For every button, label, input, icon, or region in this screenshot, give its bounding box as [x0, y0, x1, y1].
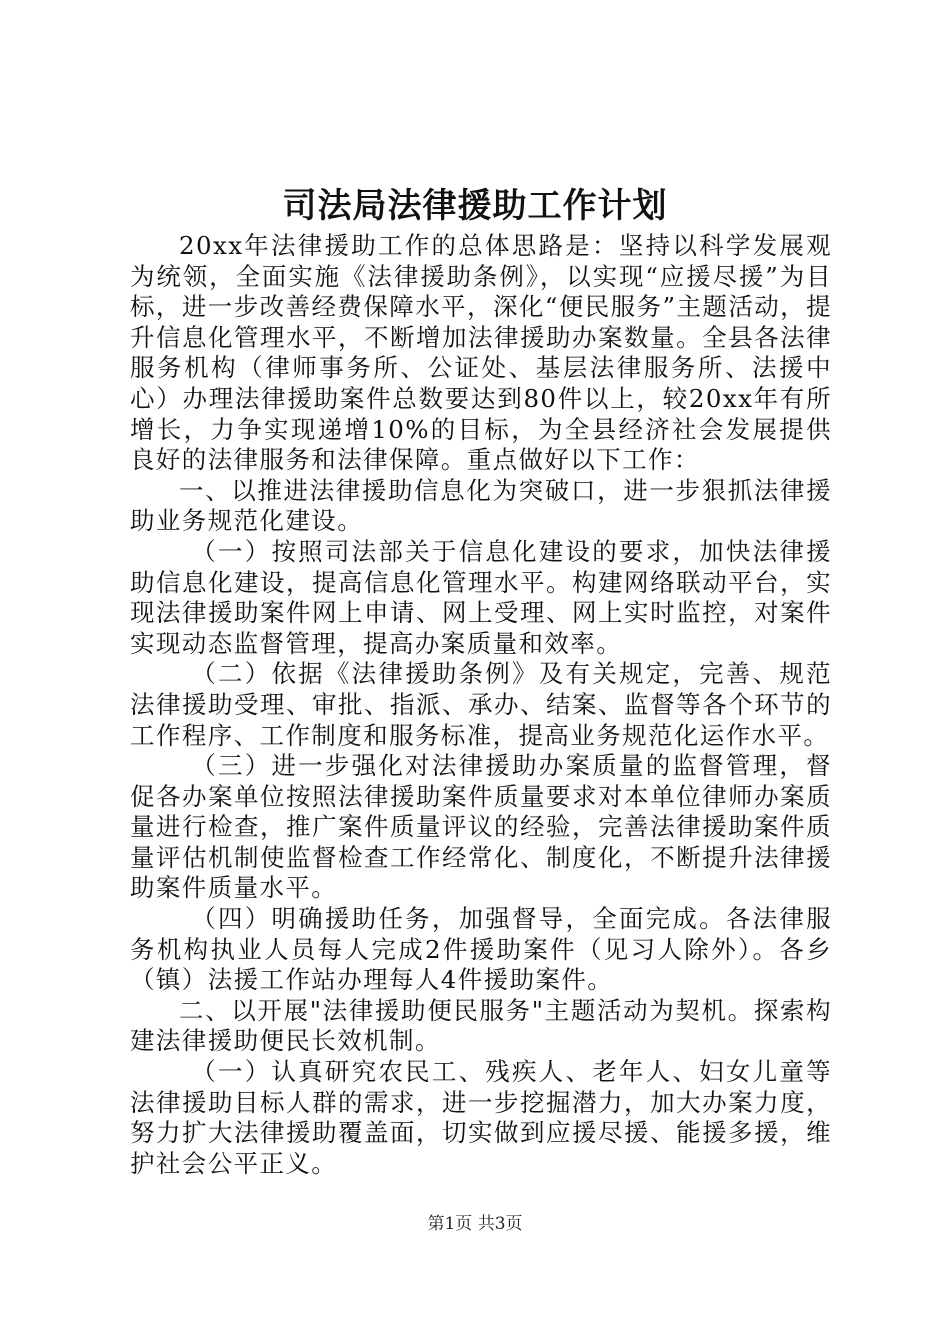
sub-item-1-1: （一）按照司法部关于信息化建设的要求，加快法律援助信息化建设，提高信息化管理水平。构建网络联动平台，实现法律援助案件网上申请、网上受理、网上实时监控，对案件实现动态监督管理，提高办案质量和效率。 [130, 536, 832, 658]
page-footer: 第1页 共3页 [427, 1214, 523, 1234]
section-heading-1: 一、以推进法律援助信息化为突破口，进一步狠抓法律援助业务规范化建设。 [130, 475, 832, 536]
intro-paragraph: 20xx年法律援助工作的总体思路是：坚持以科学发展观为统领，全面实施《法律援助条例》，以实现“应援尽援”为目标，进一步改善经费保障水平，深化“便民服务”主题活动，提升信息化管理水平，不断增加法律援助办案数量。全县各法律服务机构（律师事务所、公证处、基层法律服务所、法援中心）办理法律援助案件总数要达到80件以上，较20xx年有所增长，力争实现递增10%的目标，为全县经济社会发展提供良好的法律服务和法律保障。重点做好以下工作： [130, 231, 832, 475]
sub-item-2-1: （一）认真研究农民工、残疾人、老年人、妇女儿童等法律援助目标人群的需求，进一步挖掘潜力，加大办案力度，努力扩大法律援助覆盖面，切实做到应援尽援、能援多援，维护社会公平正义。 [130, 1057, 832, 1178]
sub-item-1-3: （三）进一步强化对法律援助办案质量的监督管理，督促各办案单位按照法律援助案件质量要求对本单位律师办案质量进行检查，推广案件质量评议的经验，完善法律援助案件质量评估机制使监督检查工作经常化、制度化，不断提升法律援助案件质量水平。 [130, 751, 832, 903]
section-heading-2: 二、以开展"法律援助便民服务"主题活动为契机。探索构建法律援助便民长效机制。 [130, 995, 832, 1056]
document-body [130, 231, 832, 1179]
sub-item-1-4: （四）明确援助任务，加强督导，全面完成。各法律服务机构执业人员每人完成2件援助案件（见习人除外）。各乡（镇）法援工作站办理每人4件援助案件。 [130, 904, 832, 995]
document-title: 司法局法律援助工作计划 [282, 186, 668, 226]
sub-item-1-2: （二）依据《法律援助条例》及有关规定，完善、规范法律援助受理、审批、指派、承办、结案、监督等各个环节的工作程序、工作制度和服务标准，提高业务规范化运作水平。 [130, 659, 832, 750]
